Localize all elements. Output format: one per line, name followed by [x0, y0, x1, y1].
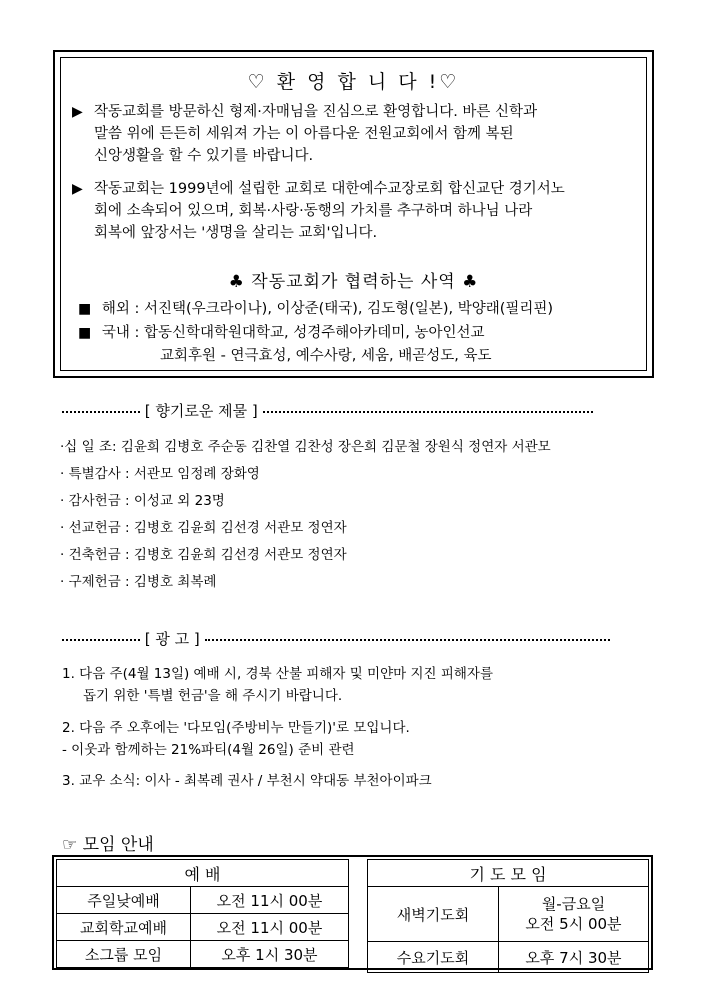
worship-table: [56, 859, 349, 968]
welcome-paragraph-2: [72, 178, 642, 244]
prayer-time-line: 월-금요일: [541, 895, 606, 913]
worship-name: 소그룹 모임: [57, 941, 191, 968]
meetings-title: ☞ 모임 안내: [62, 835, 154, 855]
bullet-triangle-icon: ▶: [72, 104, 83, 120]
welcome-p2-line: 회에 소속되어 있으며, 회복·사랑·동행의 가치를 추구하며 하나님 나라: [94, 203, 533, 219]
notice-item: 1. 다음 주(4월 13일) 예배 시, 경북 산불 피해자 및 미얀마 지진 피해자를: [62, 666, 493, 682]
offerings-header: [ 향기로운 제물 ]: [144, 402, 258, 420]
ministry-domestic: [78, 322, 485, 344]
worship-header: 예 배: [57, 860, 349, 887]
bullet-triangle-icon: ▶: [72, 181, 83, 197]
welcome-paragraph-1: [72, 101, 642, 167]
welcome-p2-line: 회복에 앞장서는 '생명을 살리는 교회'입니다.: [94, 225, 378, 241]
offering-line: · 구제헌금 : 김병호 최복례: [60, 574, 217, 590]
dotted-leader: [62, 638, 140, 641]
square-bullet-icon: ■: [78, 301, 92, 317]
worship-time: 오전 11시 00분: [191, 887, 349, 914]
offering-line: · 감사헌금 : 이성교 외 23명: [60, 493, 225, 509]
welcome-p2-line: 작동교회는 1999년에 설립한 교회로 대한예수교장로회 합신교단 경기서노: [94, 181, 565, 197]
dotted-leader: [62, 410, 140, 413]
prayer-time: 오후 7시 30분: [499, 942, 649, 973]
notices-header-row: [62, 628, 652, 649]
notice-item: 2. 다음 주 오후에는 '다모임(주방비누 만들기)'로 모입니다.: [62, 720, 410, 736]
notice-item: 3. 교우 소식: 이사 - 최복례 권사 / 부천시 약대동 부천아이파크: [62, 773, 432, 789]
offering-line: · 선교헌금 : 김병호 김윤희 김선경 서관모 정연자: [60, 520, 347, 536]
offering-line: ·십 일 조: 김윤희 김병호 주순동 김찬열 김찬성 장은희 김문철 장원식 정연자 서관모: [60, 439, 551, 455]
worship-time: 오전 11시 00분: [191, 914, 349, 941]
overseas-text: 서진택(우크라이나), 이상준(태국), 김도형(일본), 박양래(필리핀): [143, 301, 554, 317]
offering-line: · 특별감사 : 서관모 임정례 장화영: [60, 466, 260, 482]
ministry-overseas: [78, 298, 553, 320]
offerings-header-row: [62, 400, 652, 421]
prayer-time-line: 오전 5시 00분: [525, 915, 622, 933]
worship-name: 교회학교예배: [57, 914, 191, 941]
domestic-line-1: 합동신학대학원대학교, 성경주해아카데미, 농아인선교: [143, 325, 485, 341]
square-bullet-icon: ■: [78, 325, 92, 341]
prayer-name: 새벽기도회: [368, 887, 499, 942]
dotted-leader: [263, 410, 593, 413]
notices-header: [ 광 고 ]: [144, 630, 200, 648]
welcome-title: ♡ 환 영 합 니 다 !♡: [247, 71, 460, 93]
welcome-p1-line: 신앙생활을 할 수 있기를 바랍니다.: [94, 148, 314, 164]
prayer-table: [367, 859, 649, 973]
dotted-leader: [205, 638, 610, 641]
domestic-label: 국내 :: [101, 325, 140, 341]
prayer-time-cell: [499, 887, 649, 942]
prayer-name: 수요기도회: [368, 942, 499, 973]
prayer-header: 기 도 모 임: [368, 860, 649, 887]
welcome-p1-line: 말씀 위에 든든히 세워져 가는 이 아름다운 전원교회에서 함께 복된: [94, 126, 514, 142]
domestic-line-2: 교회후원 - 연극효성, 예수사랑, 세움, 배곧성도, 육도: [160, 348, 492, 364]
ministry-title: ♣ 작동교회가 협력하는 사역 ♣: [228, 272, 479, 292]
notice-item: 돕기 위한 '특별 헌금'을 해 주시기 바랍니다.: [83, 688, 343, 704]
worship-name: 주일낮예배: [57, 887, 191, 914]
offering-line: · 건축헌금 : 김병호 김윤희 김선경 서관모 정연자: [60, 547, 347, 563]
overseas-label: 해외 :: [101, 301, 140, 317]
worship-time: 오후 1시 30분: [191, 941, 349, 968]
welcome-p1-line: 작동교회를 방문하신 형제·자매님을 진심으로 환영합니다. 바른 신학과: [94, 104, 538, 120]
notice-item: - 이웃과 함께하는 21%파티(4월 26일) 준비 관련: [62, 742, 355, 758]
